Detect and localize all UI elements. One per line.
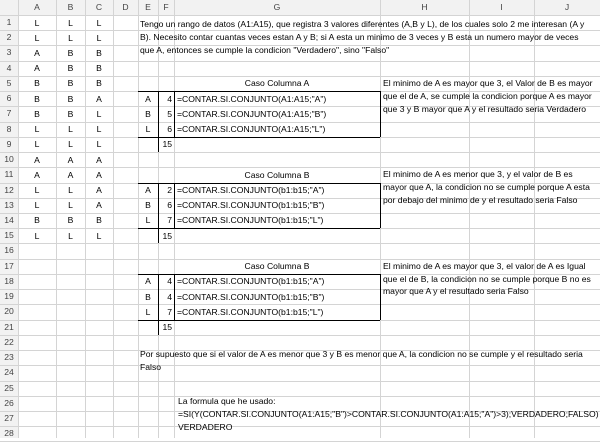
data-cell[interactable]: B [96,215,102,226]
row-header-2[interactable]: 2 [6,32,12,43]
case-title: Caso Columna A [244,78,310,89]
data-cell[interactable]: B [67,93,74,104]
column-header-g[interactable]: G [273,2,281,12]
case-letter[interactable]: A [145,93,151,104]
case-formula[interactable]: =CONTAR.SI.CONJUNTO(A1:A15;"B") [177,108,327,119]
row-header-18[interactable]: 18 [4,275,14,286]
case-count[interactable]: 2 [167,185,172,196]
row-header-26[interactable]: 26 [4,397,14,408]
row-header-28[interactable]: 28 [4,428,14,439]
case-total[interactable]: 15 [162,139,172,150]
row-header-15[interactable]: 15 [4,230,14,241]
row-gridline [0,426,600,427]
case-count[interactable]: 4 [167,93,172,104]
case-note[interactable]: El minimo de A es mayor que 3, el valor de A es Igual que el de B, la condicion no se cumple porque B no es mayor que A y el resultado seria Falso [383,260,591,297]
case-formula[interactable]: =CONTAR.SI.CONJUNTO(b1:b15;"A") [177,185,325,196]
case-letter[interactable]: B [145,291,151,302]
column-header-d[interactable]: D [122,2,129,12]
data-cell[interactable]: A [96,93,102,104]
case-count[interactable]: 5 [167,108,172,119]
data-cell[interactable]: A [96,200,102,211]
row-header-25[interactable]: 25 [4,382,14,393]
data-cell[interactable]: L [68,200,73,211]
row-header-22[interactable]: 22 [4,336,14,347]
column-header-a[interactable]: A [34,2,40,12]
row-header-16[interactable]: 16 [4,245,14,256]
row-header-9[interactable]: 9 [6,138,12,149]
data-cell[interactable]: B [96,78,102,89]
case-note[interactable]: El minimo de A es menor que 3, y el valor de B es mayor que A, la condicion no se cumple porque A esta por debajo del minimo de y el resultado seria Falso [383,169,590,206]
data-cell[interactable]: A [67,154,74,165]
cell-border [174,91,175,137]
row-header-13[interactable]: 13 [4,199,14,210]
data-cell[interactable]: B [67,108,74,119]
data-cell[interactable]: B [96,63,102,74]
case-letter[interactable]: L [145,215,151,226]
case-letter[interactable]: L [145,306,151,317]
data-cell[interactable]: A [34,154,40,165]
row-header-17[interactable]: 17 [4,260,14,271]
row-gridline [0,396,600,397]
column-header-j[interactable]: J [564,2,570,12]
data-cell[interactable]: B [34,215,40,226]
formula-text[interactable]: =SI(Y(CONTAR.SI.CONJUNTO(A1:A15;"B")>CONTAR.SI.CONJUNTO(A1:A15;"A")>3);VERDADERO;FALSO) [178,409,599,419]
row-header-6[interactable]: 6 [6,93,12,104]
data-cell[interactable]: L [96,139,102,150]
cell-border [174,183,175,228]
row-header-1[interactable]: 1 [6,17,12,27]
row-gridline [0,243,600,244]
row-header-8[interactable]: 8 [6,123,12,134]
case-count[interactable]: 7 [167,306,172,317]
cell-border [158,183,159,243]
formula-label[interactable]: La formula que he usado: [178,396,276,406]
cell-border [138,228,380,229]
row-header-23[interactable]: 23 [4,352,14,363]
data-cell[interactable]: L [68,32,73,43]
cell-border [380,183,381,228]
data-cell[interactable]: L [68,139,73,150]
data-cell[interactable]: L [96,17,102,28]
row-header-4[interactable]: 4 [6,62,12,73]
data-cell[interactable]: B [67,78,74,89]
column-header-c[interactable]: C [95,2,103,12]
case-formula[interactable]: =CONTAR.SI.CONJUNTO(b1:b15;"L") [177,306,324,317]
case-count[interactable]: 6 [167,200,172,211]
case-total[interactable]: 15 [162,322,172,333]
data-cell[interactable]: L [96,32,102,43]
cell-border [380,274,381,320]
case-formula[interactable]: =CONTAR.SI.CONJUNTO(A1:A15;"A") [177,93,327,104]
data-cell[interactable]: L [34,139,40,150]
case-formula[interactable]: =CONTAR.SI.CONJUNTO(b1:b15;"A") [177,276,325,287]
case-formula[interactable]: =CONTAR.SI.CONJUNTO(b1:b15;"L") [177,215,324,226]
row-header-21[interactable]: 21 [4,321,14,332]
case-title: Caso Columna B [244,169,310,180]
row-gridline [0,304,600,305]
case-letter[interactable]: A [145,185,151,196]
data-cell[interactable]: L [96,108,102,119]
row-header-12[interactable]: 12 [4,184,14,195]
case-count[interactable]: 4 [167,291,172,302]
data-cell[interactable]: A [34,47,40,58]
cell-border [158,274,159,335]
case-note[interactable]: El minimo de A es mayor que 3, el Valor de B es mayor que el de A, se cumple la condicion porque A es mayor que 3 y B mayor que A y el resultado seria Verdadero [383,77,593,114]
data-cell[interactable]: L [68,185,73,196]
case-count[interactable]: 6 [167,124,172,135]
row-header-11[interactable]: 11 [4,169,14,180]
data-cell[interactable]: B [67,215,74,226]
column-header-i[interactable]: I [500,2,503,12]
data-cell[interactable]: L [96,124,102,135]
row-header-24[interactable]: 24 [4,367,14,378]
row-header-14[interactable]: 14 [4,214,14,225]
data-cell[interactable]: L [34,32,40,43]
case-count[interactable]: 7 [167,215,172,226]
column-header-h[interactable]: H [421,2,428,12]
column-gridline [113,0,114,438]
column-header-f[interactable]: F [163,2,169,12]
cell-border [138,137,380,138]
formula-result[interactable]: VERDADERO [178,422,233,432]
data-cell[interactable]: L [34,200,40,211]
column-header-b[interactable]: B [67,2,74,12]
data-cell[interactable]: A [96,185,102,196]
case-formula[interactable]: =CONTAR.SI.CONJUNTO(b1:b15;"B") [177,200,325,211]
row-header-19[interactable]: 19 [4,291,14,302]
data-cell[interactable]: B [67,47,74,58]
data-cell[interactable]: B [34,78,40,89]
cell-border [158,91,159,152]
case-letter[interactable]: L [145,124,151,135]
data-cell[interactable]: A [34,63,40,74]
case-formula[interactable]: =CONTAR.SI.CONJUNTO(b1:b15;"B") [177,291,325,302]
data-cell[interactable]: B [67,63,74,74]
case-letter[interactable]: A [145,276,151,287]
row-gridline [0,381,600,382]
data-cell[interactable]: L [68,230,73,241]
row-header-10[interactable]: 10 [4,154,14,165]
row-header-27[interactable]: 27 [4,412,14,423]
data-cell[interactable]: A [96,169,102,180]
intro-text[interactable]: Tengo un rango de datos (A1:A15), que registra 3 valores diferentes (A,B y L), de los cuales solo 2 me interesan (A y B). Necesito contar cuantas veces estan A y B; si A esta un minimo de 3 veces y B esta un numero mayor de veces que A, entonces se cumple la condicion "Verdadero", sino "Falso" [140,19,585,55]
case-letter[interactable]: B [145,200,151,211]
cell-border [380,91,381,137]
data-cell[interactable]: L [34,230,40,241]
data-cell[interactable]: A [96,154,102,165]
case-total[interactable]: 15 [162,230,172,241]
data-cell[interactable]: A [67,169,74,180]
final-note[interactable]: Por supuesto que si el valor de A es menor que 3 y B es menor que A, la condicion no se cumple y el resultado seria Falso [140,349,583,372]
row-header-5[interactable]: 5 [6,77,12,88]
data-cell[interactable]: B [34,93,40,104]
data-cell[interactable]: L [68,124,73,135]
data-cell[interactable]: L [34,185,40,196]
data-cell[interactable]: A [34,169,40,180]
data-cell[interactable]: L [68,17,73,28]
data-cell[interactable]: L [34,124,40,135]
cell-border [138,320,380,321]
row-header-7[interactable]: 7 [6,108,12,119]
data-cell[interactable]: B [34,108,40,119]
column-header-e[interactable]: E [145,2,151,12]
data-cell[interactable]: B [96,47,102,58]
data-cell[interactable]: L [96,230,102,241]
cell-border [174,274,175,320]
row-gridline [0,335,600,336]
data-cell[interactable]: L [34,17,40,28]
row-header-3[interactable]: 3 [6,47,12,58]
row-header-20[interactable]: 20 [4,306,14,317]
case-formula[interactable]: =CONTAR.SI.CONJUNTO(A1:A15;"L") [177,124,326,135]
case-title: Caso Columna B [244,261,310,272]
case-letter[interactable]: B [145,108,151,119]
case-count[interactable]: 4 [167,276,172,287]
